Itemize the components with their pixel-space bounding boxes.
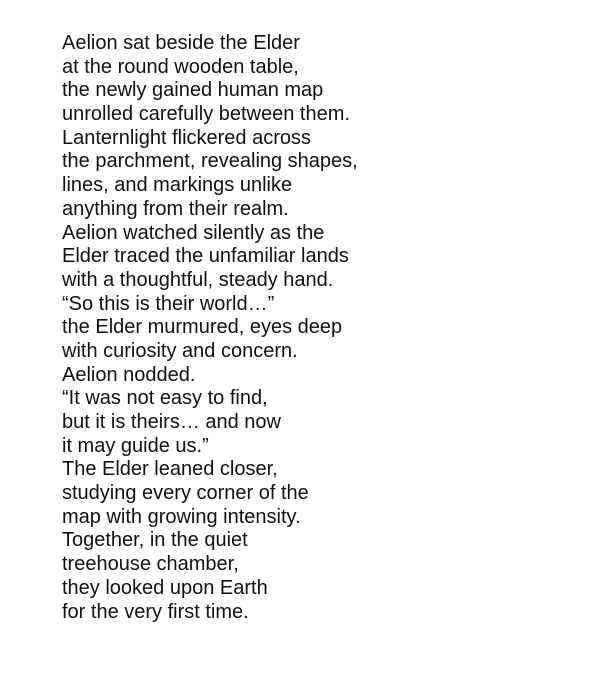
- text-line: at the round wooden table,: [62, 55, 299, 78]
- text-line: Lanternlight flickered across: [62, 126, 312, 149]
- text-line: but it is theirs… and now: [62, 411, 281, 433]
- text-line: Together, in the quiet: [62, 529, 248, 552]
- text-line: map with growing intensity.: [62, 505, 301, 528]
- text-line: “So this is their world…”: [62, 292, 275, 315]
- poem-text: [62, 32, 358, 624]
- text-line: they looked upon Earth: [62, 576, 268, 599]
- text-line: Aelion watched silently as the: [62, 221, 325, 244]
- text-line: Elder traced the unfamiliar lands: [62, 245, 349, 268]
- text-line: lines, and markings unlike: [62, 174, 293, 197]
- text-line: the newly gained human map: [62, 79, 324, 102]
- text-line: the Elder murmured, eyes deep: [62, 316, 343, 339]
- text-line: Aelion nodded.: [62, 363, 196, 386]
- text-line: treehouse chamber,: [62, 553, 239, 576]
- text-line: for the very first time.: [62, 600, 249, 623]
- text-line: “It was not easy to find,: [62, 387, 268, 410]
- text-line: with a thoughtful, steady hand.: [62, 268, 334, 291]
- text-line: Aelion sat beside the Elder: [62, 32, 300, 54]
- text-line: with curiosity and concern.: [62, 339, 298, 362]
- text-line: unrolled carefully between them.: [62, 103, 350, 126]
- text-line: anything from their realm.: [62, 197, 289, 220]
- text-line: studying every corner of the: [62, 482, 309, 505]
- text-line: it may guide us.”: [62, 434, 209, 457]
- text-line: the parchment, revealing shapes,: [62, 150, 358, 173]
- text-line: The Elder leaned closer,: [62, 458, 278, 481]
